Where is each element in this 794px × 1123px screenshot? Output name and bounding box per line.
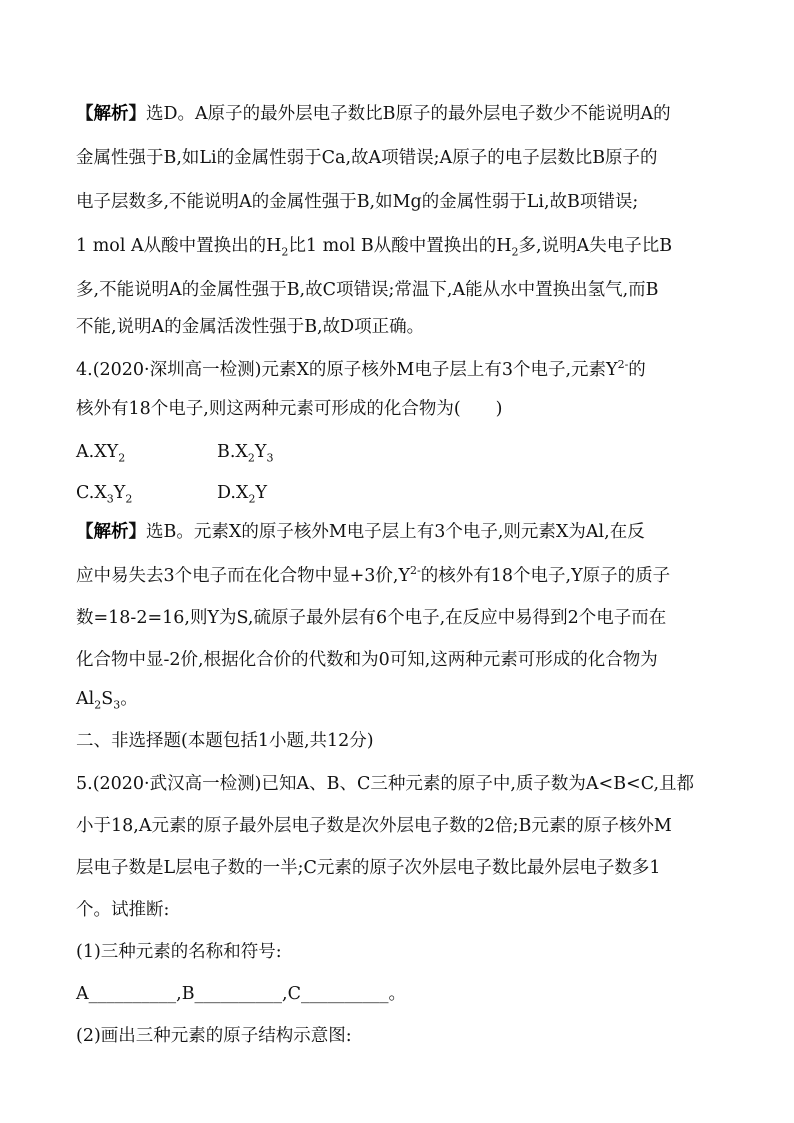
explanation-4-line-1: 【解析】选B。元素X的原子核外M电子层上有3个电子,则元素X为Al,在反 [76, 522, 645, 542]
explanation-1-line-6: 不能,说明A的金属活泼性强于B,故D项正确。 [76, 317, 425, 337]
question-5-line-2: 小于18,A元素的原子最外层电子数是次外层电子数的2倍;B元素的原子核外M [76, 816, 672, 836]
explanation-1-line-2: 金属性强于B,如Li的金属性弱于Ca,故A项错误;A原子的电子层数比B原子的 [76, 148, 658, 168]
explanation-4-line-5: $Al_2S_3$。 [76, 689, 138, 712]
explanation-4-line-4: 化合物中显-2价,根据化合价的代数和为0可知,这两种元素可形成的化合物为 [76, 650, 658, 670]
question-5-subquestion-2: (2)画出三种元素的原子结构示意图: [76, 1026, 352, 1046]
explanation-4-line-3: 数=18-2=16,则Y为S,硫原子最外层有6个电子,在反应中易得到2个电子而在 [76, 608, 667, 628]
explanation-1-line-3: 电子层数多,不能说明A的金属性强于B,如Mg的金属性弱于Li,故B项错误; [76, 192, 639, 212]
section-2-title: 二、非选择题(本题包括1小题,共12分) [76, 731, 374, 751]
question-5-line-4: 个。试推断: [76, 900, 170, 920]
question-4-line-1: 4.(2020·深圳高一检测)元素X的原子核外M电子层上有3个电子,元素$Y^{2-}$的 [76, 358, 646, 380]
explanation-1-line-1: 【解析】选D。A原子的最外层电子数比B原子的最外层电子数少不能说明A的 [76, 104, 671, 124]
explanation-label: 解析 [93, 522, 129, 542]
explanation-label: 解析 [93, 104, 129, 124]
option-c: $C.X_3Y_2$ [76, 483, 133, 506]
question-5-line-1: 5.(2020·武汉高一检测)已知A、B、C三种元素的原子中,质子数为A<B<C,且都 [76, 774, 695, 794]
question-4-line-2: 核外有18个电子,则这两种元素可形成的化合物为( ) [76, 399, 503, 419]
explanation-4-line-2: 应中易失去3个电子而在化合物中显+3价$,Y^{2-}$的核外有18个电子,Y原子的质子 [76, 564, 671, 586]
question-5-line-3: 层电子数是L层电子数的一半;C元素的原子次外层电子数比最外层电子数多1 [76, 858, 661, 878]
explanation-1-line-5: 多,不能说明A的金属性强于B,故C项错误;常温下,A能从水中置换出氢气,而B [76, 280, 659, 300]
explanation-1-line-4: 1 mol A从酸中置换出的$H_2$比1 mol B从酸中置换出的$H_2$多,说明A失电子比B [76, 236, 673, 259]
question-5-answer-blanks[interactable]: A__________,B__________,C__________。 [76, 984, 407, 1004]
option-b: $B.X_2Y_3$ [217, 442, 274, 465]
option-a: $A.XY_2$ [76, 442, 126, 465]
option-d: $D.X_2Y$ [217, 483, 267, 506]
question-5-subquestion-1: (1)三种元素的名称和符号: [76, 942, 282, 962]
